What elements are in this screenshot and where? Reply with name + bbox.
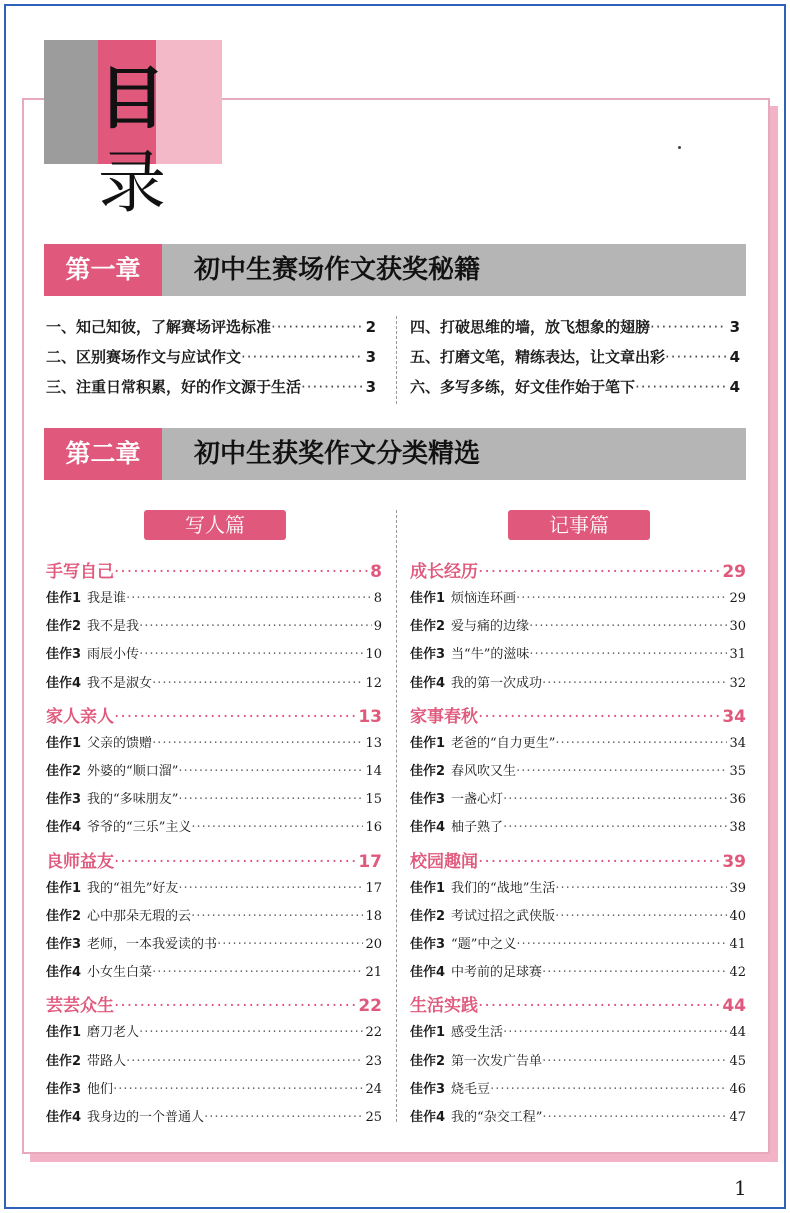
entry-tag: 佳作1 <box>410 1025 446 1041</box>
entry-tag: 佳作1 <box>410 735 446 751</box>
entry-tag: 佳作2 <box>410 619 446 635</box>
chapter1-item-page: 3 <box>729 318 740 336</box>
page-number: 1 <box>734 1176 747 1200</box>
entry-page: 15 <box>365 792 382 808</box>
category-heading[interactable] <box>46 705 382 729</box>
chapter1-label: 第一章 <box>44 244 162 296</box>
category-name: 成长经历 <box>410 562 478 582</box>
entry-tag: 佳作2 <box>46 1053 82 1069</box>
chapter1-item[interactable] <box>410 346 740 368</box>
entry-page: 38 <box>729 820 746 836</box>
entry-tag: 佳作1 <box>46 880 82 896</box>
entry-row[interactable] <box>410 645 746 665</box>
entry-page: 41 <box>729 937 746 952</box>
entry-page: 47 <box>729 1110 746 1125</box>
chapter1-divider <box>396 316 397 404</box>
entry-page: 20 <box>365 937 382 952</box>
leader-dots <box>191 818 363 838</box>
leader-dots <box>114 705 356 729</box>
category-heading[interactable] <box>46 850 382 874</box>
entry-tag: 佳作1 <box>46 735 82 751</box>
entry-page: 13 <box>365 735 382 751</box>
entry-row[interactable] <box>46 879 382 899</box>
entry-row[interactable] <box>410 674 746 694</box>
chapter1-title: 初中生赛场作文获奖秘籍 <box>194 255 481 285</box>
entry-title: 考试过招之武侠版 <box>451 908 556 924</box>
entry-row[interactable] <box>410 1080 746 1100</box>
category-name: 生活实践 <box>410 996 478 1017</box>
entry-title: 当“牛”的滋味 <box>451 647 530 663</box>
entry-tag: 佳作3 <box>410 937 446 952</box>
leader-dots <box>503 1023 727 1043</box>
chapter1-item[interactable] <box>410 376 740 398</box>
category-page: 22 <box>358 996 382 1017</box>
leader-dots <box>542 1052 727 1072</box>
entry-tag: 佳作3 <box>46 937 82 952</box>
section-ribbon-left: 写人篇 <box>144 510 286 540</box>
category-page: 29 <box>722 562 746 582</box>
entry-row[interactable] <box>410 907 746 927</box>
entry-tag: 佳作4 <box>46 1110 82 1125</box>
entry-page: 17 <box>365 880 382 896</box>
leader-dots <box>542 674 727 694</box>
entry-page: 23 <box>365 1053 382 1069</box>
entry-row[interactable] <box>410 762 746 782</box>
entry-title: 老师，一本我爱读的书 <box>87 937 218 952</box>
chapter2-title: 初中生获奖作文分类精选 <box>194 439 481 469</box>
entry-page: 22 <box>365 1025 382 1041</box>
category-name: 良师益友 <box>46 851 114 872</box>
leader-dots <box>542 1108 727 1128</box>
entry-page: 32 <box>729 675 746 691</box>
chapter2-bar <box>44 428 746 480</box>
chapter1-item[interactable] <box>46 376 376 398</box>
entry-page: 46 <box>729 1081 746 1097</box>
chapter1-item-text: 四、打破思维的墙，放飞想象的翅膀 <box>410 318 651 336</box>
leader-dots <box>478 850 720 874</box>
category-page: 13 <box>358 706 382 727</box>
entry-title: 烧毛豆 <box>451 1081 491 1097</box>
chapter1-item-page: 4 <box>729 348 740 366</box>
entry-title: 我的“祖先”好友 <box>87 880 179 896</box>
entry-title: 小女生白菜 <box>87 965 153 981</box>
entry-tag: 佳作2 <box>410 764 446 779</box>
entry-tag: 佳作3 <box>410 792 446 808</box>
entry-title: 春风吹又生 <box>451 764 517 779</box>
leader-dots <box>152 963 363 983</box>
leader-dots <box>178 762 363 782</box>
entry-tag: 佳作1 <box>46 1025 82 1041</box>
entry-tag: 佳作1 <box>46 591 82 606</box>
entry-tag: 佳作4 <box>410 1110 446 1125</box>
leader-dots <box>152 734 363 754</box>
leader-dots <box>191 907 363 927</box>
entry-tag: 佳作2 <box>46 619 82 635</box>
category-page: 8 <box>370 562 382 582</box>
chapter1-item-page: 2 <box>365 318 376 336</box>
page-title: 目录 <box>98 60 169 223</box>
category-name: 家人亲人 <box>46 706 114 727</box>
entry-row[interactable] <box>46 935 382 955</box>
entry-row[interactable] <box>46 1080 382 1100</box>
entry-title: “题”中之义 <box>451 937 517 952</box>
entry-page: 25 <box>365 1110 382 1125</box>
entry-page: 8 <box>373 591 382 606</box>
chapter1-item-page: 4 <box>729 378 740 396</box>
entry-row[interactable] <box>46 589 382 609</box>
leader-dots <box>529 645 727 665</box>
chapter1-item[interactable] <box>46 346 376 368</box>
entry-row[interactable] <box>46 907 382 927</box>
leader-dots <box>665 346 726 368</box>
category-heading[interactable] <box>46 560 382 584</box>
category-page: 34 <box>722 706 746 727</box>
entry-row[interactable] <box>410 818 746 838</box>
entry-page: 44 <box>729 1025 746 1041</box>
leader-dots <box>271 316 362 338</box>
leader-dots <box>126 589 372 609</box>
category-heading[interactable] <box>410 705 746 729</box>
entry-tag: 佳作1 <box>410 591 446 606</box>
entry-row[interactable] <box>410 1052 746 1072</box>
entry-title: 我的“杂交工程” <box>451 1110 543 1125</box>
entry-row[interactable] <box>46 790 382 810</box>
leader-dots <box>503 790 727 810</box>
column-divider <box>396 510 397 1122</box>
entry-row[interactable] <box>46 674 382 694</box>
entry-row[interactable] <box>410 1023 746 1043</box>
entry-tag: 佳作3 <box>46 647 82 663</box>
entry-tag: 佳作4 <box>410 675 446 691</box>
leader-dots <box>114 850 356 874</box>
leader-dots <box>152 674 363 694</box>
entry-tag: 佳作4 <box>46 965 82 981</box>
leader-dots <box>503 818 727 838</box>
entry-title: 我的第一次成功 <box>451 675 543 691</box>
entry-tag: 佳作4 <box>410 820 446 836</box>
entry-tag: 佳作2 <box>46 764 82 779</box>
entry-page: 18 <box>365 908 382 924</box>
entry-row[interactable] <box>410 589 746 609</box>
title-gray-block <box>44 40 102 164</box>
entry-page: 12 <box>365 675 382 691</box>
category-page: 17 <box>358 851 382 872</box>
chapter1-item-page: 3 <box>365 348 376 366</box>
section-ribbon-right: 记事篇 <box>508 510 650 540</box>
entry-tag: 佳作1 <box>410 880 446 896</box>
entry-tag: 佳作4 <box>46 820 82 836</box>
entry-page: 31 <box>729 647 746 663</box>
leader-dots <box>516 762 727 782</box>
category-heading[interactable] <box>410 850 746 874</box>
category-heading[interactable] <box>410 994 746 1018</box>
chapter1-item-page: 3 <box>365 378 376 396</box>
entry-page: 35 <box>729 764 746 779</box>
category-heading[interactable] <box>410 560 746 584</box>
leader-dots <box>555 907 727 927</box>
entry-row[interactable] <box>46 762 382 782</box>
chapter1-item[interactable] <box>410 316 740 338</box>
entry-title: 柚子熟了 <box>451 820 504 836</box>
entry-title: 带路人 <box>87 1053 127 1069</box>
entry-title: 烦恼连环画 <box>451 591 517 606</box>
category-heading[interactable] <box>46 994 382 1018</box>
entry-tag: 佳作2 <box>46 908 82 924</box>
leader-dots <box>478 994 720 1018</box>
entry-title: 磨刀老人 <box>87 1025 140 1041</box>
leader-dots <box>478 560 720 584</box>
entry-page: 34 <box>729 735 746 751</box>
entry-title: 爷爷的“三乐”主义 <box>87 820 192 836</box>
entry-title: 雨辰小传 <box>87 647 140 663</box>
leader-dots <box>113 1080 363 1100</box>
entry-row[interactable] <box>410 790 746 810</box>
category-name: 手写自己 <box>46 562 114 582</box>
leader-dots <box>139 1023 363 1043</box>
entry-title: 我身边的一个普通人 <box>87 1110 205 1125</box>
entry-title: 他们 <box>87 1081 114 1097</box>
leader-dots <box>478 705 720 729</box>
entry-page: 29 <box>729 591 746 606</box>
entry-title: 心中那朵无瑕的云 <box>87 908 192 924</box>
entry-row[interactable] <box>410 734 746 754</box>
leader-dots <box>301 376 362 398</box>
entry-title: 我的“多味朋友” <box>87 792 179 808</box>
print-speck <box>678 146 681 149</box>
entry-page: 39 <box>729 880 746 896</box>
entry-title: 一盏心灯 <box>451 792 504 808</box>
entry-page: 45 <box>729 1053 746 1069</box>
entry-tag: 佳作3 <box>46 1081 82 1097</box>
entry-page: 24 <box>365 1081 382 1097</box>
entry-tag: 佳作2 <box>410 908 446 924</box>
entry-row[interactable] <box>410 963 746 983</box>
category-name: 家事春秋 <box>410 706 478 727</box>
leader-dots <box>114 560 368 584</box>
entry-title: 第一次发广告单 <box>451 1053 543 1069</box>
entry-title: 外婆的“顺口溜” <box>87 764 179 779</box>
entry-row[interactable] <box>410 1108 746 1128</box>
leader-dots <box>178 790 363 810</box>
entry-row[interactable] <box>46 1108 382 1128</box>
entry-row[interactable] <box>46 1023 382 1043</box>
category-page: 44 <box>722 996 746 1017</box>
leader-dots <box>635 376 726 398</box>
leader-dots <box>650 316 726 338</box>
chapter1-item-text: 六、多写多练，好文佳作始于笔下 <box>410 378 636 396</box>
entry-tag: 佳作4 <box>410 965 446 981</box>
entry-title: 我不是淑女 <box>87 675 153 691</box>
leader-dots <box>490 1080 727 1100</box>
leader-dots <box>529 617 727 637</box>
entry-title: 我是谁 <box>87 591 127 606</box>
leader-dots <box>217 935 363 955</box>
entry-tag: 佳作3 <box>410 1081 446 1097</box>
leader-dots <box>542 963 727 983</box>
entry-row[interactable] <box>410 617 746 637</box>
entry-row[interactable] <box>46 818 382 838</box>
leader-dots <box>139 645 363 665</box>
leader-dots <box>555 734 727 754</box>
chapter1-item-text: 三、注重日常积累，好的作文源于生活 <box>46 378 302 396</box>
entry-row[interactable] <box>410 879 746 899</box>
leader-dots <box>516 935 727 955</box>
entry-page: 40 <box>729 908 746 924</box>
entry-title: 我不是我 <box>87 619 140 635</box>
chapter1-item[interactable] <box>46 316 376 338</box>
entry-page: 30 <box>729 619 746 635</box>
chapter2-label: 第二章 <box>44 428 162 480</box>
entry-page: 42 <box>729 965 746 981</box>
entry-title: 老爸的“自力更生” <box>451 735 556 751</box>
leader-dots <box>241 346 362 368</box>
entry-page: 14 <box>365 764 382 779</box>
chapter1-item-text: 二、区别赛场作文与应试作文 <box>46 348 242 366</box>
entry-title: 感受生活 <box>451 1025 504 1041</box>
entry-row[interactable] <box>46 1052 382 1072</box>
leader-dots <box>178 879 363 899</box>
category-name: 芸芸众生 <box>46 996 114 1017</box>
entry-page: 16 <box>365 820 382 836</box>
leader-dots <box>516 589 727 609</box>
leader-dots <box>126 1052 363 1072</box>
entry-page: 21 <box>365 965 382 981</box>
entry-title: 中考前的足球赛 <box>451 965 543 981</box>
entry-title: 我们的“战地”生活 <box>451 880 556 896</box>
leader-dots <box>139 617 372 637</box>
entry-tag: 佳作3 <box>410 647 446 663</box>
leader-dots <box>204 1108 363 1128</box>
leader-dots <box>114 994 356 1018</box>
category-name: 校园趣闻 <box>410 851 478 872</box>
chapter1-bar <box>44 244 746 296</box>
entry-row[interactable] <box>46 734 382 754</box>
entry-row[interactable] <box>46 963 382 983</box>
entry-title: 父亲的馈赠 <box>87 735 153 751</box>
entry-row[interactable] <box>410 935 746 955</box>
entry-tag: 佳作3 <box>46 792 82 808</box>
entry-page: 36 <box>729 792 746 808</box>
entry-tag: 佳作2 <box>410 1053 446 1069</box>
entry-row[interactable] <box>46 645 382 665</box>
leader-dots <box>555 879 727 899</box>
entry-tag: 佳作4 <box>46 675 82 691</box>
entry-page: 9 <box>373 619 382 635</box>
entry-page: 10 <box>365 647 382 663</box>
entry-row[interactable] <box>46 617 382 637</box>
category-page: 39 <box>722 851 746 872</box>
entry-title: 爱与痛的边缘 <box>451 619 530 635</box>
chapter1-item-text: 一、知己知彼，了解赛场评选标准 <box>46 318 272 336</box>
chapter1-item-text: 五、打磨文笔，精练表达，让文章出彩 <box>410 348 666 366</box>
